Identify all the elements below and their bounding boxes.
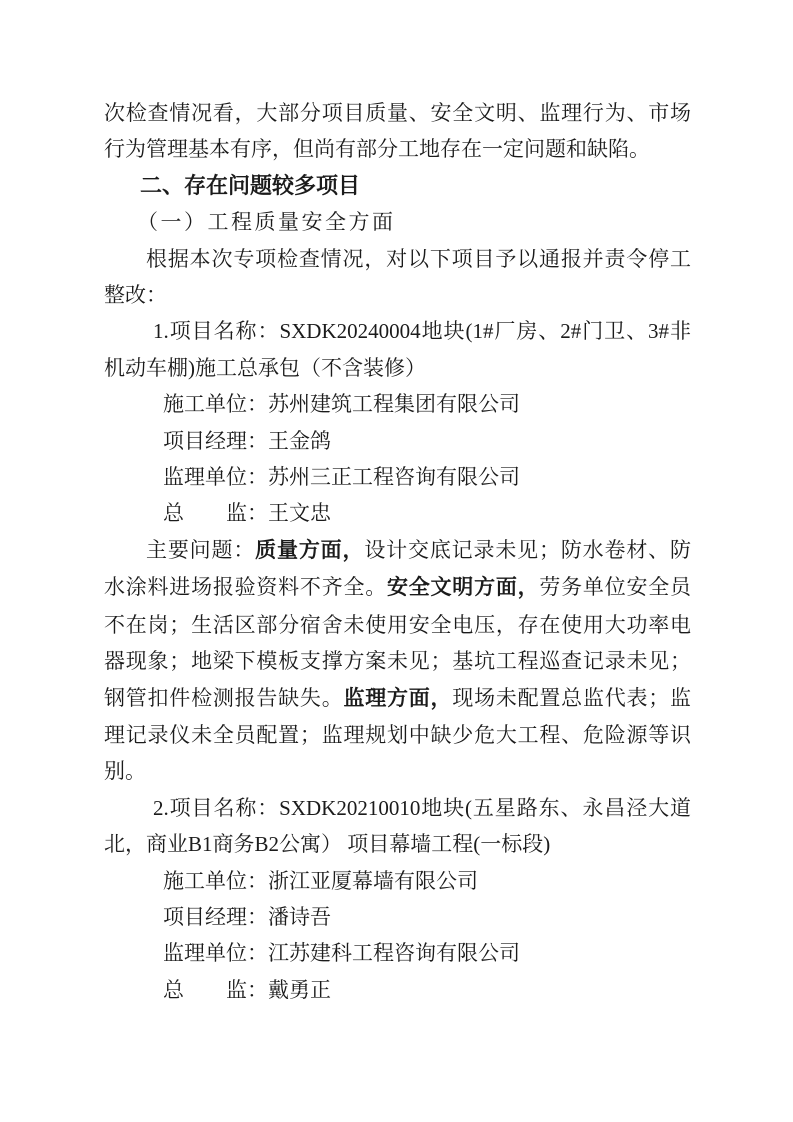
project-1-contractor: [104, 386, 691, 422]
bold-text-run: 安全文明方面，: [387, 576, 540, 600]
text-run: 监理单位：苏州三正工程咨询有限公司: [163, 465, 520, 490]
text-run: 施工单位：苏州建筑工程集团有限公司: [163, 392, 520, 417]
text-run: 项目经理：潘诗吾: [163, 904, 331, 929]
text-run: 二、存在问题较多项目: [140, 172, 361, 198]
text-run: 总 监：王文忠: [163, 501, 331, 526]
continued-paragraph: [104, 95, 691, 168]
text-run: （一）工程质量安全方面: [137, 210, 396, 235]
text-run: 项目经理：王金鸽: [163, 428, 331, 453]
bold-text-run: 监理方面，: [343, 686, 453, 710]
project-1-manager: [104, 423, 691, 459]
project-1-problems: [104, 532, 691, 790]
text-run: 根据本次专项检查情况，对以下项目予以通报并责令停工整改：: [104, 246, 691, 308]
project-2-name: [104, 790, 691, 863]
project-1-name: [104, 313, 691, 386]
text-run: 2.项目名称：SXDK20210010地块(五星路东、永昌泾大道北，商业B1商务B2公寓） 项目幕墙工程(一标段): [104, 795, 691, 857]
subsection-heading: [104, 204, 691, 240]
project-1-supervision-unit: [104, 459, 691, 495]
project-2-contractor: [104, 863, 691, 899]
text-run: 1.项目名称：SXDK20240004地块(1#厂房、2#门卫、3#非机动车棚)施工总承包（不含装修）: [104, 319, 691, 380]
bold-text-run: 质量方面，: [255, 538, 365, 562]
text-run: 次检查情况看，大部分项目质量、安全文明、监理行为、市场行为管理基本有序，但尚有部分工地存在一定问题和缺陷。: [104, 101, 691, 162]
intro-paragraph: [104, 241, 691, 314]
text-run: 监理单位：江苏建科工程咨询有限公司: [163, 941, 520, 966]
text-run: 设计交底记录未见；防水卷材、防水涂料进场报验资料不齐全。: [104, 537, 692, 600]
text-run: 施工单位：浙江亚厦幕墙有限公司: [163, 868, 478, 893]
text-run: 总 监：戴勇正: [163, 977, 331, 1002]
section-heading: [104, 168, 691, 204]
text-run: 现场未配置总监代表；监理记录仪未全员配置；监理规划中缺少危大工程、危险源等识别。: [104, 685, 692, 784]
project-2-supervision-unit: [104, 935, 691, 971]
text-run: 劳务单位安全员不在岗；生活区部分宿舍未使用安全电压，存在使用大功率电器现象；地梁下模板支撑方案未见；基坑工程巡查记录未见；钢管扣件检测报告缺失。: [104, 575, 692, 710]
project-2-manager: [104, 899, 691, 935]
project-2-chief-supervisor: [104, 972, 691, 1008]
project-1-chief-supervisor: [104, 495, 691, 531]
text-run: 主要问题：: [146, 537, 256, 562]
